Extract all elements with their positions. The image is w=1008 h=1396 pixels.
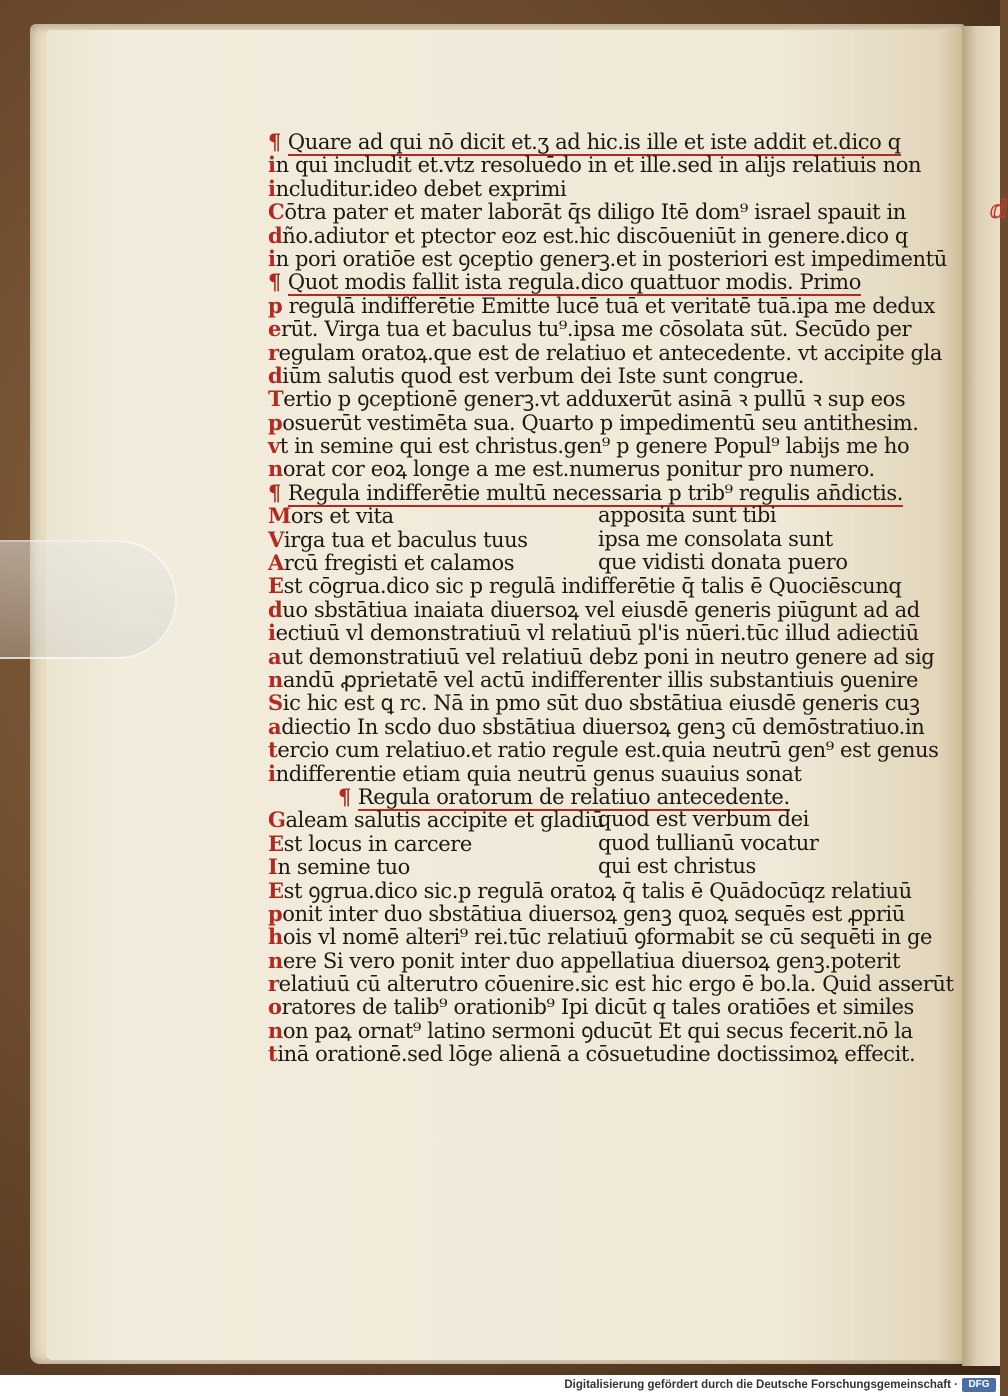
text-line: erūt. Virga tua et baculus tu⁹.ipsa me cōsolata sūt. Secūdo per	[268, 316, 912, 342]
funding-credit: Digitalisierung gefördert durch die Deutsche Forschungsgemeinschaft ·	[564, 1379, 958, 1391]
text-line: ponit inter duo sbstātiua diuersoꝝ genꝫ quoꝝ sequēs est ꝓpriū	[268, 900, 905, 926]
initial-capital: t	[268, 1041, 278, 1067]
text-line: duo sbstātiua inaiata diuersoꝝ vel eiusdē generis piūgunt ad ad	[268, 596, 920, 622]
initial-capital: n	[268, 1017, 283, 1043]
initial-capital: n	[268, 947, 283, 973]
text-line: iectiuū vl demonstratiuū vl relatiuū pl'is nūeri.tūc illud adiectiū	[268, 620, 919, 646]
text-line: p regulā indifferētie Emitte lucē tuā et veritatē tuā.ipa me dedux	[268, 292, 935, 318]
initial-capital: t	[268, 737, 278, 763]
initial-capital: v	[268, 433, 280, 459]
initial-capital: p	[268, 292, 283, 318]
page-holder-clip	[0, 540, 177, 659]
text-line: ¶ Regula oratorum de relatiuo antecedente.	[338, 783, 790, 809]
initial-capital: r	[268, 971, 279, 997]
text-line: adiectio In scdo duo sbstātiua diuersoꝝ genꝫ cū demōstratiuo.in	[268, 713, 925, 739]
text-line: in qui includit et.vtz resoluēdo in et ille.sed in alijs relatiuis non	[268, 152, 922, 178]
example-pair: Est locus in carcere quod tullianū vocatur	[268, 830, 819, 856]
dfg-logo: DFG	[962, 1378, 996, 1392]
initial-capital: p	[268, 900, 283, 926]
example-pair: Arcū fregisti et calamos que vidisti donata puero	[268, 550, 848, 576]
text-line: vt in semine qui est christus.gen⁹ p genere Popul⁹ labijs me ho	[268, 433, 910, 459]
initial-capital: G	[268, 807, 286, 833]
text-line: nandū ꝓprietatē vel actū indifferenter illis substantiuis ꝯuenire	[268, 666, 919, 692]
initial-capital: d	[268, 596, 283, 622]
initial-capital: n	[268, 666, 283, 692]
initial-capital: S	[268, 690, 283, 716]
text-line: relatiuū cū alterutro cōuenire.sic est hic ergo ē bo.la. Quid asserūt	[268, 971, 954, 997]
text-line: posuerūt vestimēta sua. Quarto p impedimentū seu antithesim.	[268, 409, 919, 435]
text-line: indifferentie etiam quia neutrū genus suauius sonat	[268, 760, 802, 786]
paragraph-mark: ¶	[268, 129, 288, 154]
initial-capital: i	[268, 620, 276, 646]
initial-capital: n	[268, 456, 283, 482]
initial-capital: V	[268, 526, 284, 552]
initial-capital: E	[268, 573, 284, 599]
initial-capital: E	[268, 877, 284, 903]
text-line: ¶ Quot modis fallit ista regula.dico quattuor modis. Primo	[268, 269, 861, 295]
text-line: tinā orationē.sed lōge alienā a cōsuetudine doctissimoꝝ effecit.	[268, 1041, 916, 1067]
paragraph-mark: ¶	[268, 479, 288, 505]
initial-capital: M	[268, 503, 291, 529]
paragraph-mark: ¶	[268, 269, 288, 295]
example-pair: Galeam salutis accipite et gladiū quod est verbum dei	[268, 807, 809, 833]
red-rubric-mark: ⅆ	[990, 195, 1008, 225]
text-line: Cōtra pater et mater laborāt q̄s diligo Itē dom⁹ israel spauit in	[268, 199, 906, 225]
text-line: dño.adiutor et ptector eoz est.hic discōueniūt in genere.dico q	[268, 222, 908, 248]
text-line: in pori oratiōe est ꝯceptio generꝫ.et in posteriori est impedimentū	[268, 245, 947, 271]
text-line: includitur.ideo debet exprimi	[268, 175, 567, 201]
text-line: oratores de talib⁹ orationib⁹ Ipi dicūt q tales oratiōes et similes	[268, 994, 914, 1020]
text-line: non paꝝ ornat⁹ latino sermoni ꝯducūt Et qui secus fecerit.nō la	[268, 1017, 913, 1043]
text-line: Tertio p ꝯceptionē generꝫ.vt adduxerūt asinā ꝛ pullū ꝛ sup eos	[268, 386, 906, 412]
text-line: ¶ Regula indifferētie multū necessaria p trib⁹ regulis an̄dictis.	[268, 479, 903, 505]
initial-capital: I	[268, 854, 278, 880]
initial-capital: h	[268, 924, 283, 950]
text-line: ¶ Quare ad qui nō dicit et.ʒ ad hic.is ille et iste addit et.dico q	[268, 129, 901, 154]
initial-capital: i	[268, 760, 276, 786]
text-line: Est ꝯgrua.dico sic.p regulā oratoꝝ q̄ talis ē Quādocūqz relatiuū	[268, 877, 912, 903]
text-line: diūm salutis quod est verbum dei Iste sunt congrue.	[268, 362, 805, 388]
text-line: Est cōgrua.dico sic p regulā indifferētie q̄ talis ē Quociēscunq	[268, 573, 902, 599]
initial-capital: e	[268, 316, 281, 342]
initial-capital: A	[268, 550, 284, 576]
text-line: tercio cum relatiuo.et ratio regule est.quia neutrū gen⁹ est genus	[268, 737, 939, 763]
initial-capital: r	[268, 339, 279, 365]
initial-capital: a	[268, 713, 282, 739]
initial-capital: d	[268, 362, 283, 388]
text-line: nere Si vero ponit inter duo appellatiua diuersoꝝ genꝫ.poterit	[268, 947, 901, 973]
example-pair: Mors et vita apposita sunt tibi	[268, 503, 777, 529]
example-pair: Virga tua et baculus tuus ipsa me consolata sunt	[268, 526, 833, 552]
initial-capital: i	[268, 152, 276, 178]
initial-capital: E	[268, 830, 284, 856]
text-line: aut demonstratiuū vel relatiuū debz poni in neutro genere ad sig	[268, 643, 935, 669]
initial-capital: i	[268, 175, 276, 201]
text-line: Sic hic est ꝗ rc. Nā in pmo sūt duo sbstātiua eiusdē generis cuꝫ	[268, 690, 920, 716]
paragraph-mark: ¶	[338, 783, 358, 809]
text-line: hois vl nomē alteri⁹ rei.tūc relatiuū ꝯformabit se cū sequēti in ge	[268, 924, 933, 950]
initial-capital: p	[268, 409, 283, 435]
initial-capital: T	[268, 386, 284, 412]
example-pair: In semine tuo qui est christus	[268, 854, 756, 880]
initial-capital: a	[268, 643, 282, 669]
initial-capital: o	[268, 994, 282, 1020]
initial-capital: C	[268, 199, 285, 225]
initial-capital: i	[268, 245, 276, 271]
printed-text-block	[268, 129, 954, 1067]
initial-capital: d	[268, 222, 283, 248]
text-line: norat cor eoꝝ longe a me est.numerus ponitur pro numero.	[268, 456, 875, 482]
text-line: regulam oratoꝝ.que est de relatiuo et antecedente. vt accipite gla	[268, 339, 942, 365]
